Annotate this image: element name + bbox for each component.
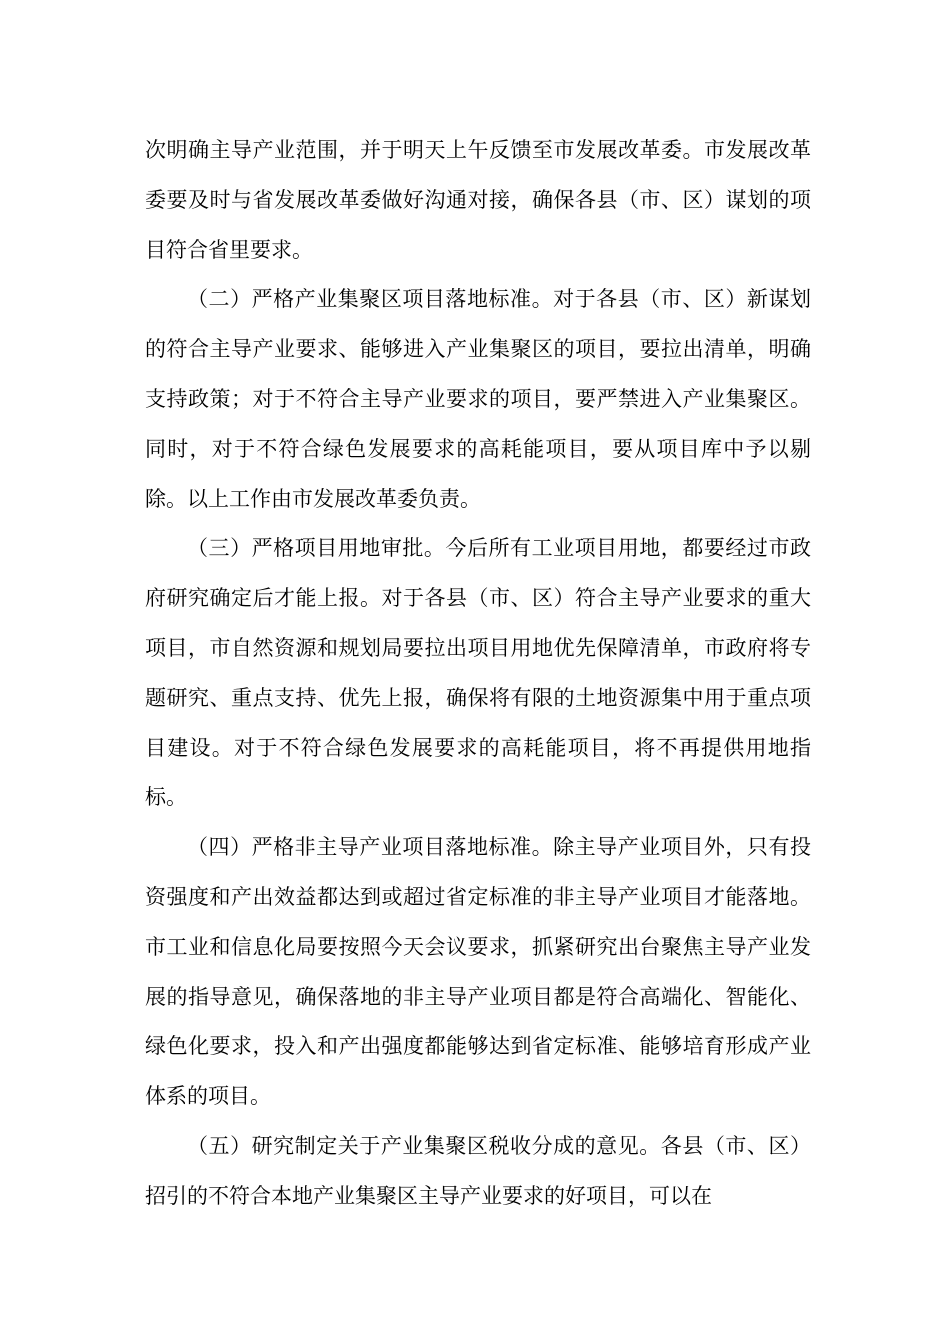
- paragraph-section-4: （四）严格非主导产业项目落地标准。除主导产业项目外，只有投资强度和产出效益都达到或超过省定标准的非主导产业项目才能落地。市工业和信息化局要按照今天会议要求，抓紧研究出台聚焦主导产业发展的指导意见，确保落地的非主导产业项目都是符合高端化、智能化、绿色化要求，投入和产出强度都能够达到省定标准、能够培育形成产业体系的项目。: [145, 835, 811, 1109]
- paragraph-section-5: （五）研究制定关于产业集聚区税收分成的意见。各县（市、区）招引的不符合本地产业集聚区主导产业要求的好项目，可以在: [145, 1133, 811, 1208]
- paragraph-section-3: （三）严格项目用地审批。今后所有工业项目用地，都要经过市政府研究确定后才能上报。对于各县（市、区）符合主导产业要求的重大项目，市自然资源和规划局要拉出项目用地优先保障清单，市政府将专题研究、重点支持、优先上报，确保将有限的土地资源集中用于重点项目建设。对于不符合绿色发展要求的高耗能项目，将不再提供用地指标。: [145, 536, 811, 810]
- paragraph-continuation: 次明确主导产业范围，并于明天上午反馈至市发展改革委。市发展改革委要及时与省发展改革委做好沟通对接，确保各县（市、区）谋划的项目符合省里要求。: [145, 138, 811, 262]
- paragraph-section-2: （二）严格产业集聚区项目落地标准。对于各县（市、区）新谋划的符合主导产业要求、能够进入产业集聚区的项目，要拉出清单，明确支持政策；对于不符合主导产业要求的项目，要严禁进入产业集聚区。同时，对于不符合绿色发展要求的高耗能项目，要从项目库中予以剔除。以上工作由市发展改革委负责。: [145, 287, 811, 511]
- document-body: [145, 126, 811, 1222]
